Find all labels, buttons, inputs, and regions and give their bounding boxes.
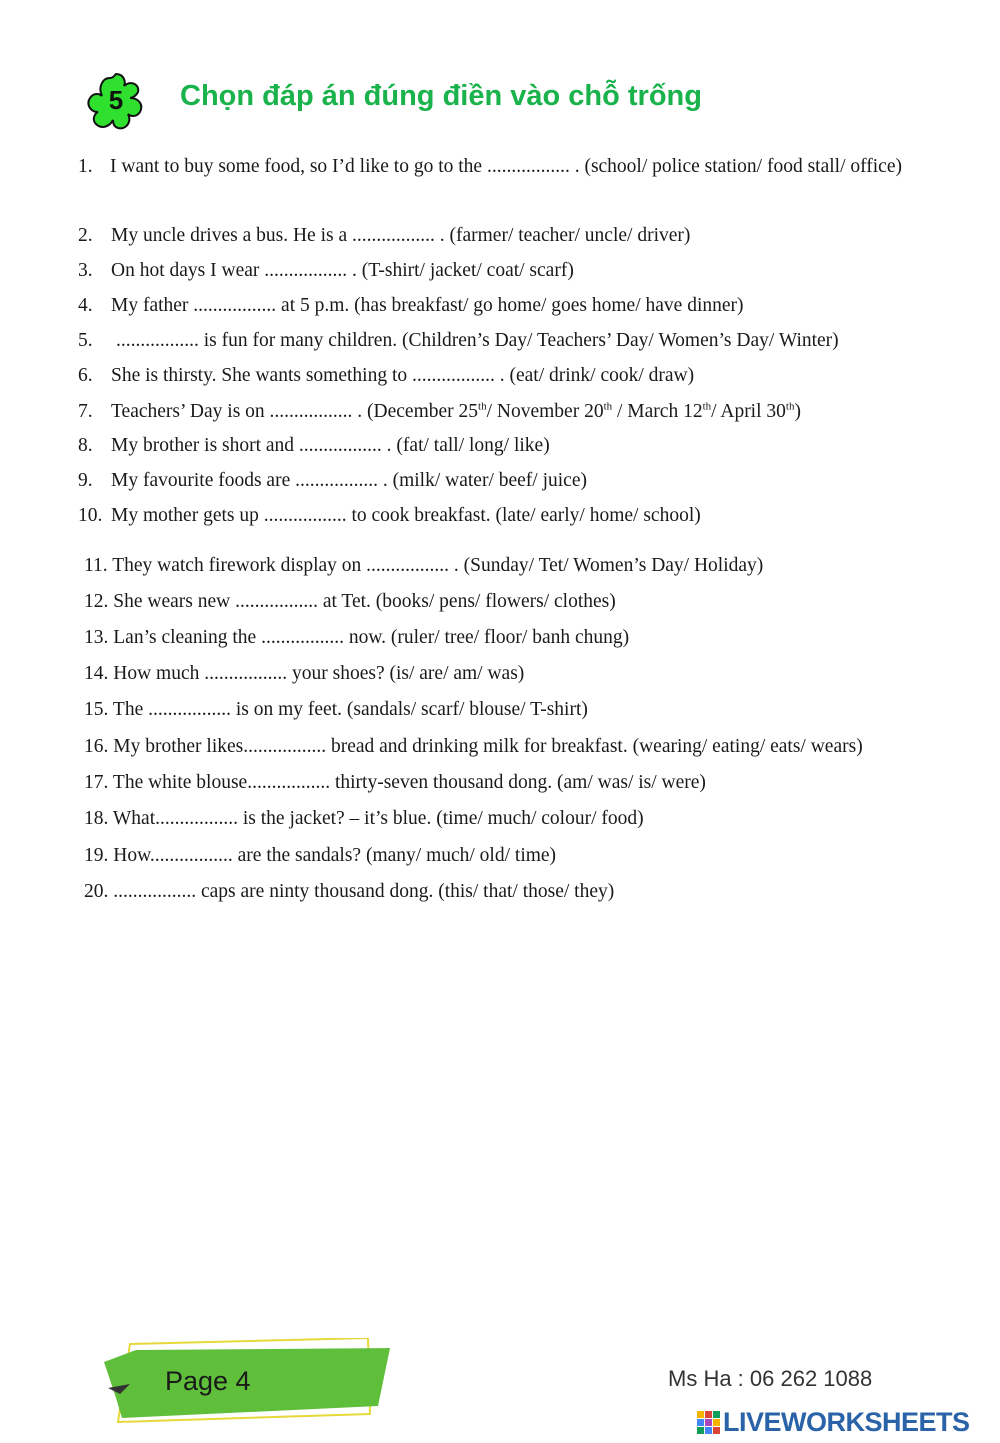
question-13 xyxy=(84,627,629,649)
question-text: Lan’s cleaning the ................. now. (ruler/ tree/ floor/ banh chung) xyxy=(113,627,630,648)
question-number: 10. xyxy=(78,505,103,526)
question-number: 17. xyxy=(84,772,109,793)
question-20 xyxy=(84,881,614,903)
question-number: 9. xyxy=(78,470,93,491)
question-number: 7. xyxy=(78,400,93,422)
question-15 xyxy=(84,699,588,721)
question-text: My uncle drives a bus. He is a ................. . (farmer/ teacher/ uncle/ driver) xyxy=(111,225,691,246)
question-2 xyxy=(78,225,690,247)
question-text: ................. is fun for many children. (Children’s Day/ Teachers’ Day/ Women’s Day/ Winter) xyxy=(116,330,839,351)
question-12 xyxy=(84,591,616,613)
question-text: She is thirsty. She wants something to ................. . (eat/ drink/ cook/ draw) xyxy=(111,365,695,386)
question-number: 8. xyxy=(78,435,93,456)
question-text: The white blouse................. thirty-seven thousand dong. (am/ was/ is/ were) xyxy=(112,772,706,793)
page-number: Page 4 xyxy=(165,1366,251,1396)
question-text: They watch firework display on ................. . (Sunday/ Tet/ Women’s Day/ Holiday) xyxy=(112,555,764,576)
question-number: 13. xyxy=(84,627,109,648)
question-1 xyxy=(78,149,980,184)
section-number: 5 xyxy=(108,85,124,115)
question-number: 12. xyxy=(84,591,109,612)
question-text: My favourite foods are ................. . (milk/ water/ beef/ juice) xyxy=(111,470,587,491)
question-text: The ................. is on my feet. (sandals/ scarf/ blouse/ T-shirt) xyxy=(112,699,588,720)
question-text: How................. are the sandals? (many/ much/ old/ time) xyxy=(113,845,557,866)
question-19 xyxy=(84,845,556,867)
question-number: 5. xyxy=(78,330,93,351)
question-4 xyxy=(78,295,744,317)
question-number: 18. xyxy=(84,808,109,829)
section-title: Chọn đáp án đúng điền vào chỗ trống xyxy=(180,80,702,112)
question-number: 16. xyxy=(84,736,109,757)
question-text: Teachers’ Day is on ................. . (December 25th/ November 20th / March 12th/ April 30th) xyxy=(111,400,801,422)
question-11 xyxy=(84,555,763,577)
question-18 xyxy=(84,808,644,830)
question-text: On hot days I wear ................. . (T-shirt/ jacket/ coat/ scarf) xyxy=(111,260,574,281)
question-number: 11. xyxy=(84,555,108,576)
question-text: I want to buy some food, so I’d like to go to the ................. . (school/ police station/ food stall/ office) xyxy=(110,156,902,177)
question-text: My father ................. at 5 p.m. (has breakfast/ go home/ goes home/ have dinner) xyxy=(111,295,744,316)
question-5 xyxy=(78,330,839,352)
question-text: ................. caps are ninty thousand dong. (this/ that/ those/ they) xyxy=(113,881,615,902)
question-text: My mother gets up ................. to cook breakfast. (late/ early/ home/ school) xyxy=(111,505,701,526)
question-text: What................. is the jacket? – it’s blue. (time/ much/ colour/ food) xyxy=(112,808,644,829)
question-text: My brother likes................. bread and drinking milk for breakfast. (wearing/ eating/ eats/ wears) xyxy=(113,736,863,757)
question-number: 6. xyxy=(78,365,93,386)
question-number: 1. xyxy=(78,156,93,177)
question-text: How much ................. your shoes? (is/ are/ am/ was) xyxy=(113,663,525,684)
section-header xyxy=(84,68,984,132)
question-8 xyxy=(78,435,550,457)
question-text: She wears new ................. at Tet. (books/ pens/ flowers/ clothes) xyxy=(113,591,616,612)
question-text: My brother is short and ................. . (fat/ tall/ long/ like) xyxy=(111,435,550,456)
question-9 xyxy=(78,470,587,492)
contact-info: Ms Ha : 06 262 1088 xyxy=(668,1366,873,1391)
question-7 xyxy=(78,400,801,423)
question-number: 3. xyxy=(78,260,93,281)
question-17 xyxy=(84,772,706,794)
question-14 xyxy=(84,663,524,685)
brand-name: LIVEWORKSHEETS xyxy=(723,1407,970,1437)
question-number: 15. xyxy=(84,699,109,720)
liveworksheets-icon xyxy=(697,1411,721,1435)
question-number: 20. xyxy=(84,881,109,902)
question-number: 19. xyxy=(84,845,109,866)
question-number: 14. xyxy=(84,663,109,684)
question-number: 4. xyxy=(78,295,93,316)
question-3 xyxy=(78,260,574,282)
question-6 xyxy=(78,365,694,387)
question-10 xyxy=(78,505,701,527)
question-number: 2. xyxy=(78,225,93,246)
question-16 xyxy=(84,736,863,758)
